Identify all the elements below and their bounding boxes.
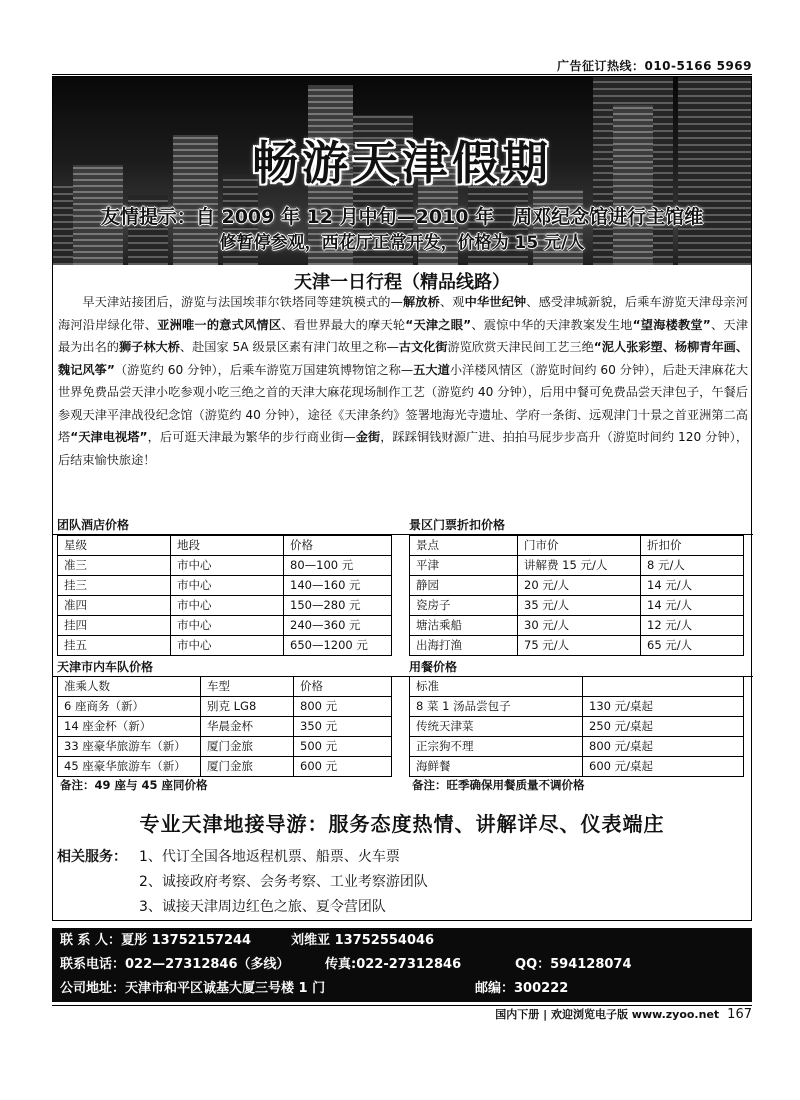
cell: 130 元/桌起 — [583, 697, 744, 717]
table-header-row — [410, 536, 744, 556]
cell: 挂四 — [58, 616, 171, 636]
header-cell: 门市价 — [518, 536, 641, 556]
header-cell: 车型 — [201, 677, 294, 697]
cell: 14 元/人 — [641, 596, 744, 616]
itinerary-segment: 、天津最为出名的 — [58, 317, 749, 354]
banner-title: 畅游天津假期 — [252, 136, 552, 190]
cell: 8 元/人 — [641, 556, 744, 576]
cell: 讲解费 15 元/人 — [518, 556, 641, 576]
itinerary-text — [58, 291, 748, 471]
cell: 800 元 — [294, 697, 392, 717]
itinerary-segment: 、观 — [439, 295, 465, 309]
itinerary-highlight: 古文化街 — [398, 340, 448, 354]
itinerary-segment: 、震惊中华的天津教案发生地 — [471, 317, 633, 332]
header-cell: 准乘人数 — [58, 677, 201, 697]
cell: 挂五 — [58, 636, 171, 656]
cell: 平津 — [410, 556, 518, 576]
itinerary-segment: 、感受津城新貌，后乘车游览天津母亲河海河沿岸绿化带、 — [58, 295, 749, 332]
cell: 市中心 — [171, 636, 284, 656]
services — [57, 845, 428, 920]
cell: 挂三 — [58, 576, 171, 596]
itinerary-highlight: 金街 — [355, 430, 381, 444]
cell: 12 元/人 — [641, 616, 744, 636]
itinerary-segment: 、赴国家 5A 级景区素有津门故里之称— — [179, 340, 399, 354]
contact-bar — [52, 928, 752, 1002]
cell: 8 菜 1 汤品尝包子 — [410, 697, 583, 717]
cell: 75 元/人 — [518, 636, 641, 656]
table-row — [58, 556, 392, 576]
contact-person-1: 夏彤 13752157244 — [121, 933, 252, 948]
contact-person-2: 刘维亚 13752554046 — [291, 933, 435, 948]
itinerary-highlight: 五大道 — [413, 362, 450, 377]
phone-number: 022—27312846（多线） — [125, 957, 290, 972]
qq-number: QQ：594128074 — [515, 957, 632, 972]
notice-line-1: 友情提示：自 2009 年 12 月中旬—2010 年 周邓纪念馆进行主馆维 — [100, 206, 704, 228]
contact-row — [60, 954, 632, 976]
address-label: 公司地址： — [60, 981, 126, 996]
cell: 准三 — [58, 556, 171, 576]
table-row — [58, 636, 392, 656]
header-cell: 地段 — [171, 536, 284, 556]
cell: 600 元/桌起 — [583, 757, 744, 777]
table-row — [410, 616, 744, 636]
itinerary-highlight: 解放桥 — [402, 295, 440, 309]
tickets-section-title: 景区门票折扣价格 — [405, 515, 753, 535]
cell: 14 座金杯（新） — [58, 717, 201, 737]
cell: 500 元 — [294, 737, 392, 757]
cell: 150—280 元 — [284, 596, 392, 616]
cell: 华晨金杯 — [201, 717, 294, 737]
hotel-section-title: 团队酒店价格 — [53, 515, 406, 535]
contact-person-label: 联 系 人： — [60, 933, 122, 948]
table-row — [410, 636, 744, 656]
meals-section-title: 用餐价格 — [405, 657, 753, 677]
table-row — [58, 737, 392, 757]
cell: 市中心 — [171, 616, 284, 636]
table-row — [410, 697, 744, 717]
cars-table — [57, 676, 392, 777]
cell: 33 座豪华旅游车（新） — [58, 737, 201, 757]
service-row — [57, 845, 428, 870]
table-row — [410, 596, 744, 616]
tickets-table — [409, 535, 744, 656]
table-header-row — [410, 677, 744, 697]
itinerary-highlight: “泥人张彩塑、杨柳青年画、魏记风筝” — [58, 340, 749, 377]
table-header-row — [58, 536, 392, 556]
cell: 650—1200 元 — [284, 636, 392, 656]
cell: 正宗狗不理 — [410, 737, 583, 757]
cell: 瓷房子 — [410, 596, 518, 616]
notice-line-2: 修暂停参观，西花厅正常开发，价格为 15 元/人 — [219, 233, 585, 253]
table-row — [58, 757, 392, 777]
service-item: 2、诚接政府考察、会务考察、工业考察游团队 — [139, 874, 428, 890]
cell: 30 元/人 — [518, 616, 641, 636]
cell: 市中心 — [171, 596, 284, 616]
itinerary-segment: 、看世界最大的摩天轮 — [281, 317, 406, 332]
phone-label: 联系电话： — [60, 957, 126, 972]
itinerary-highlight: “望海楼教堂” — [632, 317, 711, 332]
address: 天津市和平区诚基大厦三号楼 1 门 — [125, 981, 326, 996]
table-row — [58, 596, 392, 616]
cell: 准四 — [58, 596, 171, 616]
service-item: 3、诚接天津周边红色之旅、夏令营团队 — [139, 899, 386, 915]
top-rule — [52, 74, 752, 75]
ad-hotline: 广告征订热线：010-5166 5969 — [556, 59, 752, 73]
cell: 6 座商务（新） — [58, 697, 201, 717]
cell: 市中心 — [171, 556, 284, 576]
cell: 45 座豪华旅游车（新） — [58, 757, 201, 777]
cell: 厦门金旅 — [201, 757, 294, 777]
cell: 80—100 元 — [284, 556, 392, 576]
itinerary-segment: ，踩踩铜钱财源广进、拍拍马屁步步高升（游览时间约 120 分钟），后结束愉快旅途！ — [58, 430, 749, 467]
cell: 14 元/人 — [641, 576, 744, 596]
itinerary-segment: 小洋楼风情区（游览时间约 60 分钟），后赴天津麻花大世界免费品尝天津小吃参观小吃三绝之首的天津大麻花现场制作工艺（游览约 40 分钟），后用中餐可免费品尝天津包子，午餐后参观天津平津战役纪念馆（游览约 40 分钟），途径《天津条约》签署地海光寺遗址、学府一条街、远观津门十景之首亚洲第二高塔 — [58, 362, 749, 444]
meals-table — [409, 676, 744, 777]
fax-number: 传真:022-27312846 — [325, 957, 462, 972]
table-row — [58, 717, 392, 737]
table-row — [410, 556, 744, 576]
table-row — [410, 757, 744, 777]
itinerary-segment: 早天津站接团后，游览与法国埃菲尔铁塔同等建筑模式的— — [82, 295, 403, 309]
header-cell: 折扣价 — [641, 536, 744, 556]
itinerary-highlight: 亚洲唯一的意式风情区 — [157, 317, 282, 332]
footer — [495, 1006, 752, 1022]
table-row — [58, 697, 392, 717]
itinerary-segment: 游览欣赏天津民间工艺三绝 — [447, 340, 594, 354]
cell: 市中心 — [171, 576, 284, 596]
table-row — [410, 576, 744, 596]
table-row — [410, 717, 744, 737]
cell: 20 元/人 — [518, 576, 641, 596]
itinerary-segment: ，后可逛天津最为繁华的步行商业街— — [147, 430, 356, 444]
header-cell: 标准 — [410, 677, 583, 697]
cell: 240—360 元 — [284, 616, 392, 636]
contact-row — [60, 930, 434, 952]
guide-slogan: 专业天津地接导游：服务态度热情、讲解详尽、仪表端庄 — [139, 812, 665, 836]
header-cell: 价格 — [284, 536, 392, 556]
banner — [53, 77, 751, 265]
itinerary-highlight: 中华世纪钟 — [464, 295, 527, 309]
itinerary-highlight: “天津电视塔” — [70, 430, 148, 444]
cell: 厦门金旅 — [201, 737, 294, 757]
cell: 600 元 — [294, 757, 392, 777]
header-cell: 价格 — [294, 677, 392, 697]
table-row — [58, 576, 392, 596]
hotel-table — [57, 535, 392, 656]
itinerary-segment: （游览约 60 分钟），后乘车游览万国建筑博物馆之称— — [114, 362, 414, 377]
cell: 海鲜餐 — [410, 757, 583, 777]
itinerary-highlight: “天津之眼” — [405, 317, 472, 332]
contact-row — [60, 978, 568, 1000]
cars-section-title: 天津市内车队价格 — [53, 657, 406, 677]
table-header-row — [58, 677, 392, 697]
table-row — [58, 616, 392, 636]
header-cell — [583, 677, 744, 697]
notice — [53, 204, 751, 256]
service-item: 1、代订全国各地返程机票、船票、火车票 — [139, 849, 400, 865]
meals-note: 备注：旺季确保用餐质量不调价格 — [412, 778, 585, 792]
cell: 65 元/人 — [641, 636, 744, 656]
itinerary-highlight: 狮子林大桥 — [118, 340, 180, 354]
cell: 静园 — [410, 576, 518, 596]
cars-note: 备注：49 座与 45 座同价格 — [60, 778, 208, 792]
cell: 塘沽乘船 — [410, 616, 518, 636]
cell: 140—160 元 — [284, 576, 392, 596]
itinerary-title: 天津一日行程（精品线路） — [294, 272, 510, 293]
footer-text: 国内下册 | 欢迎浏览电子版 www.zyoo.net — [495, 1008, 720, 1021]
header-cell: 星级 — [58, 536, 171, 556]
table-row — [410, 737, 744, 757]
cell: 出海打渔 — [410, 636, 518, 656]
cell: 800 元/桌起 — [583, 737, 744, 757]
cell: 350 元 — [294, 717, 392, 737]
header-cell: 景点 — [410, 536, 518, 556]
page-number: 167 — [727, 1007, 752, 1022]
cell: 别克 LG8 — [201, 697, 294, 717]
cell: 250 元/桌起 — [583, 717, 744, 737]
cell: 35 元/人 — [518, 596, 641, 616]
cell: 传统天津菜 — [410, 717, 583, 737]
services-label: 相关服务： — [57, 849, 127, 865]
postcode: 邮编：300222 — [475, 981, 569, 996]
